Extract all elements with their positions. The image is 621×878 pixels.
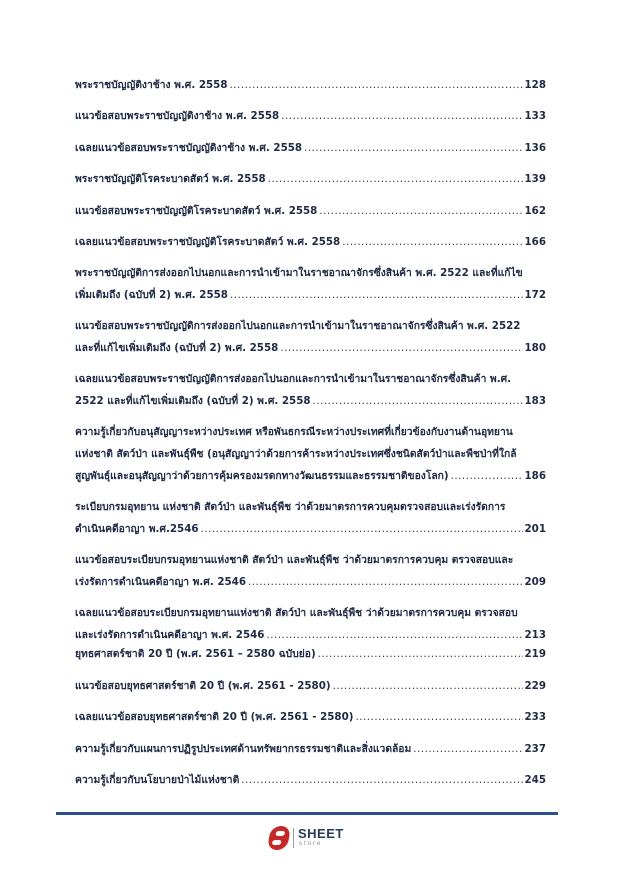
toc-entry[interactable]	[75, 769, 546, 791]
sheet-logo-icon	[267, 826, 291, 850]
toc-leader	[355, 706, 522, 728]
toc-leader	[268, 168, 523, 190]
toc-entry-title: เพิ่มเติมถึง (ฉบับที่ 2) พ.ศ. 2558	[75, 289, 228, 301]
toc-entry-title: เฉลยแนวข้อสอบพระราชบัญญัติการส่งออกไปนอกและการนำเข้ามาในราชอาณาจักรซึ่งสินค้า พ.ศ.	[75, 373, 512, 385]
toc-entry[interactable]	[75, 262, 546, 306]
toc-entry-title: แนวข้อสอบพระราชบัญญัติงาช้าง พ.ศ. 2558	[75, 110, 280, 122]
toc-entry-title: เฉลยแนวข้อสอบระเบียบกรมอุทยานแห่งชาติ สัตว์ป่า และพันธุ์พืช ว่าด้วยมาตรการควบคุม ตรวจสอบ	[75, 607, 518, 619]
brand-logo	[269, 826, 359, 854]
toc-page-number: 229	[524, 680, 546, 692]
toc-entry-title: เฉลยแนวข้อสอบยุทธศาสตร์ชาติ 20 ปี (พ.ศ. 2561 - 2580)	[75, 711, 354, 723]
toc-entry[interactable]	[75, 105, 546, 127]
logo-separator	[293, 828, 294, 848]
toc-entry[interactable]	[75, 168, 546, 190]
toc-entry-title: เร่งรัดการดำเนินคดีอาญา พ.ศ. 2546	[75, 576, 246, 588]
toc-entry-title: พระราชบัญญัติโรคระบาดสัตว์ พ.ศ. 2558	[75, 173, 266, 185]
toc-entry[interactable]	[75, 200, 546, 222]
toc-leader	[318, 643, 523, 665]
toc-entry-title: ความรู้เกี่ยวกับนโยบายป่าไม้แห่งชาติ	[75, 774, 240, 786]
toc-entry-title: แนวข้อสอบพระราชบัญญัติการส่งออกไปนอกและการนำเข้ามาในราชอาณาจักรซึ่งสินค้า พ.ศ. 2522	[75, 320, 521, 332]
toc-page-number: 233	[524, 711, 546, 723]
toc-page-number: 166	[524, 236, 546, 248]
toc-entry-title: ความรู้เกี่ยวกับแผนการปฏิรูปประเทศด้านทรัพยากรธรรมชาติและสิ่งแวดล้อม	[75, 743, 412, 755]
toc-entry-title: 2522 และที่แก้ไขเพิ่มเติมถึง (ฉบับที่ 2) พ.ศ. 2558	[75, 395, 311, 407]
toc-leader	[313, 390, 523, 412]
toc-entry[interactable]	[75, 738, 546, 760]
toc-entry[interactable]	[75, 368, 546, 412]
toc-page-number: 180	[524, 342, 546, 354]
toc-entry-title: แนวข้อสอบพระราชบัญญัติโรคระบาดสัตว์ พ.ศ. 2558	[75, 205, 318, 217]
toc-leader	[451, 465, 523, 487]
toc-entry[interactable]	[75, 315, 546, 359]
toc-entry-title: แห่งชาติ สัตว์ป่า และพันธุ์พืช (อนุสัญญาว่าด้วยการค้าระหว่างประเทศซึ่งชนิดสัตว์ป่าและพืชป่าที่ใกล้	[75, 448, 517, 460]
toc-entry-title: ยุทธศาสตร์ชาติ 20 ปี (พ.ศ. 2561 – 2580 ฉบับย่อ)	[75, 648, 316, 660]
toc-entry[interactable]	[75, 643, 546, 665]
toc-entry[interactable]	[75, 421, 546, 487]
toc-page-number: 139	[524, 173, 546, 185]
toc-entry[interactable]	[75, 137, 546, 159]
toc-page-number: 219	[524, 648, 546, 660]
toc-leader	[413, 738, 522, 760]
toc-page-number: 209	[524, 576, 546, 588]
toc-leader	[333, 675, 523, 697]
toc-entry[interactable]	[75, 675, 546, 697]
toc-page-number: 162	[524, 205, 546, 217]
toc-page-number: 172	[524, 289, 546, 301]
toc-leader	[230, 74, 523, 96]
toc-entry-title: และที่แก้ไขเพิ่มเติมถึง (ฉบับที่ 2) พ.ศ. 2558	[75, 342, 279, 354]
toc-entry-title: แนวข้อสอบระเบียบกรมอุทยานแห่งชาติ สัตว์ป่า และพันธุ์พืช ว่าด้วยมาตรการควบคุม ตรวจสอบและ	[75, 554, 514, 566]
toc-entry-title: และเร่งรัดการดำเนินคดีอาญา พ.ศ. 2546	[75, 629, 265, 641]
toc-entry-title: พระราชบัญญัติการส่งออกไปนอกและการนำเข้ามาในราชอาณาจักรซึ่งสินค้า พ.ศ. 2522 และที่แก้ไข	[75, 267, 523, 279]
toc-page-number: 245	[524, 774, 546, 786]
toc-entry-title: เฉลยแนวข้อสอบพระราชบัญญัติงาช้าง พ.ศ. 2558	[75, 142, 303, 154]
toc-leader	[241, 769, 522, 791]
toc-page-number: 213	[524, 629, 546, 641]
toc-entry[interactable]	[75, 231, 546, 253]
toc-page-number: 186	[524, 470, 546, 482]
toc-leader	[280, 337, 522, 359]
toc-entry-title: สูญพันธุ์และอนุสัญญาว่าด้วยการคุ้มครองมรดกทางวัฒนธรรมและธรรมชาติของโลก)	[75, 470, 449, 482]
toc-entry-title: ดำเนินคดีอาญา พ.ศ.2546	[75, 523, 199, 535]
brand-subtitle: store	[299, 841, 323, 847]
toc-leader	[248, 571, 523, 593]
toc-entry-title: ระเบียบกรมอุทยาน แห่งชาติ สัตว์ป่า และพันธุ์พืช ว่าด้วยมาตรการควบคุมตรวจสอบและเร่งรัดการ	[75, 501, 506, 513]
toc-entry[interactable]	[75, 706, 546, 728]
toc-leader	[201, 518, 523, 540]
toc-entry-title: พระราชบัญญัติงาช้าง พ.ศ. 2558	[75, 79, 228, 91]
toc-page-number: 183	[524, 395, 546, 407]
toc-entry-title: เฉลยแนวข้อสอบพระราชบัญญัติโรคระบาดสัตว์ พ.ศ. 2558	[75, 236, 341, 248]
toc-leader	[342, 231, 522, 253]
toc-page-number: 133	[524, 110, 546, 122]
toc-entry[interactable]	[75, 602, 546, 646]
toc-leader	[319, 200, 522, 222]
toc-leader	[281, 105, 522, 127]
footer-divider	[56, 812, 558, 815]
toc-entry-title: ความรู้เกี่ยวกับอนุสัญญาระหว่างประเทศ หรือพันธกรณีระหว่างประเทศที่เกี่ยวข้องกับงานด้านอุทยาน	[75, 426, 513, 438]
toc-page-number: 237	[524, 743, 546, 755]
toc-page-number: 136	[524, 142, 546, 154]
toc-entry[interactable]	[75, 496, 546, 540]
toc-page-number: 201	[524, 523, 546, 535]
brand-name: SHEET	[298, 826, 344, 841]
toc-entry[interactable]	[75, 74, 546, 96]
toc-leader	[304, 137, 522, 159]
toc-entry-title: แนวข้อสอบยุทธศาสตร์ชาติ 20 ปี (พ.ศ. 2561 - 2580)	[75, 680, 331, 692]
toc-page-number: 128	[524, 79, 546, 91]
toc-entry[interactable]	[75, 549, 546, 593]
toc-leader	[230, 284, 523, 306]
